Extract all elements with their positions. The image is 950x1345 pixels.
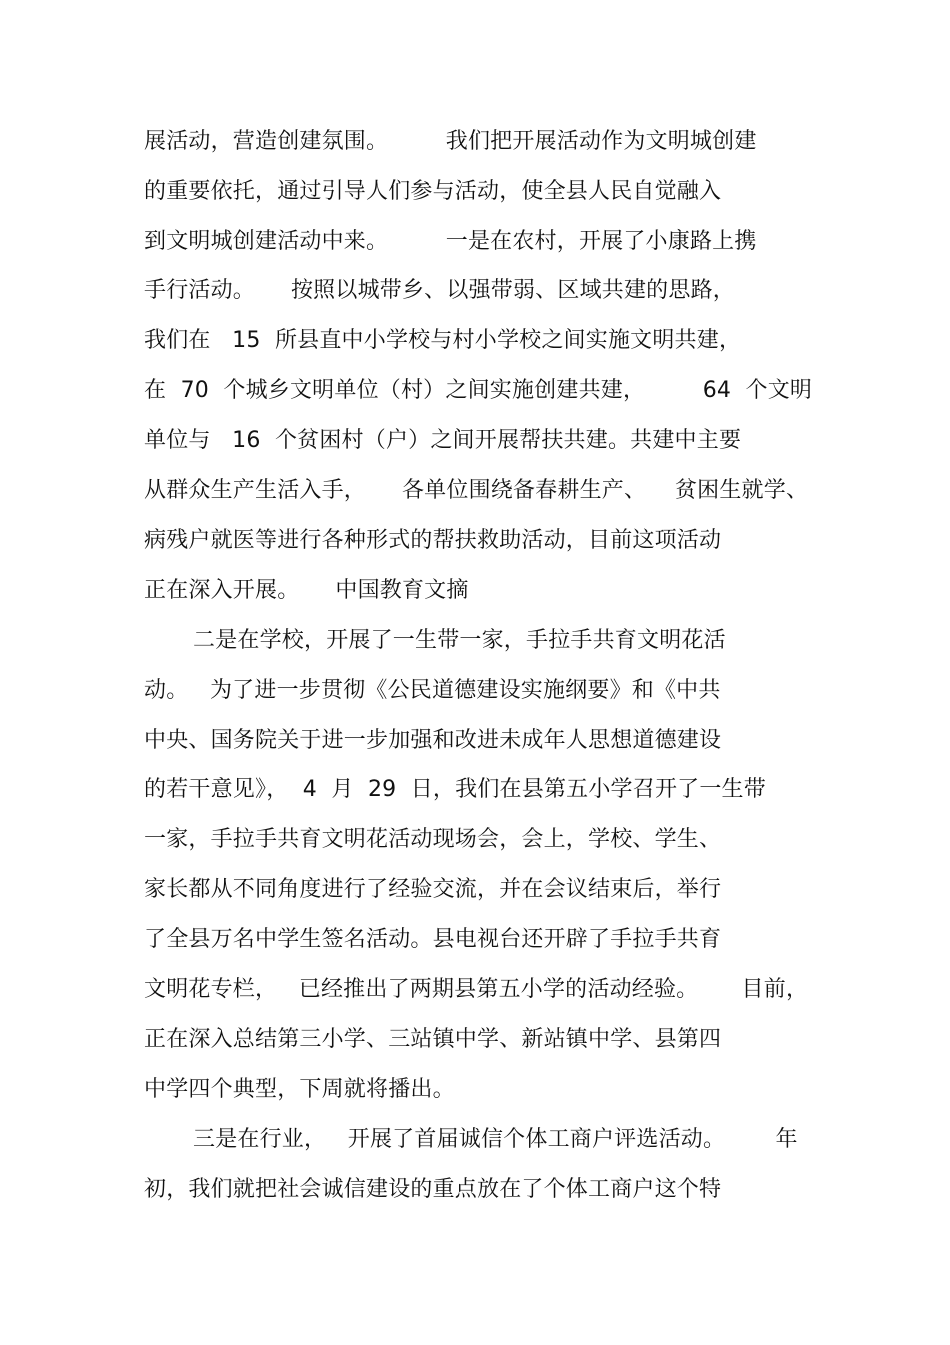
- text-line: 中央、国务院关于进一步加强和改进未成年人思想道德建设: [144, 728, 722, 753]
- text-line: 病残户就医等进行各种形式的帮扶救助活动，目前这项活动: [144, 528, 722, 553]
- text-line: 中学四个典型，下周就将播出。: [144, 1077, 455, 1102]
- text-line: 文明花专栏， 已经推出了两期县第五小学的活动经验。 目前，: [144, 977, 809, 1002]
- text-line: 到文明城创建活动中来。 一是在农村，开展了小康路上携: [144, 229, 757, 254]
- text-line: 的若干意见》， 4 月 29 日，我们在县第五小学召开了一生带: [144, 777, 766, 802]
- text-line: 在 70 个城乡文明单位（村）之间实施创建共建， 64 个文明: [144, 378, 813, 403]
- text-line: 正在深入开展。 中国教育文摘: [144, 578, 469, 603]
- text-line: 从群众生产生活入手， 各单位围绕备春耕生产、 贫困生就学、: [144, 478, 809, 503]
- text-line: 正在深入总结第三小学、三站镇中学、新站镇中学、县第四: [144, 1027, 722, 1052]
- paragraph-start-line: 三是在行业， 开展了首届诚信个体工商户评选活动。 年: [193, 1127, 798, 1152]
- text-line: 我们在 15 所县直中小学校与村小学校之间实施文明共建，: [144, 328, 742, 353]
- paragraph-start-line: 二是在学校，开展了一生带一家，手拉手共育文明花活: [193, 628, 726, 653]
- text-line: 动。 为了进一步贯彻《公民道德建设实施纲要》和《中共: [144, 678, 721, 703]
- text-line: 了全县万名中学生签名活动。县电视台还开辟了手拉手共育: [144, 927, 722, 952]
- text-line: 家长都从不同角度进行了经验交流，并在会议结束后，举行: [144, 877, 722, 902]
- text-line: 手行活动。 按照以城带乡、以强带弱、区域共建的思路，: [144, 278, 735, 303]
- text-line: 初，我们就把社会诚信建设的重点放在了个体工商户这个特: [144, 1177, 722, 1202]
- text-line: 展活动，营造创建氛围。 我们把开展活动作为文明城创建: [144, 129, 757, 154]
- text-line: 一家，手拉手共育文明花活动现场会，会上，学校、学生、: [144, 827, 722, 852]
- text-line: 单位与 16 个贫困村（户）之间开展帮扶共建。共建中主要: [144, 428, 742, 453]
- text-line: 的重要依托，通过引导人们参与活动，使全县人民自觉融入: [144, 179, 722, 204]
